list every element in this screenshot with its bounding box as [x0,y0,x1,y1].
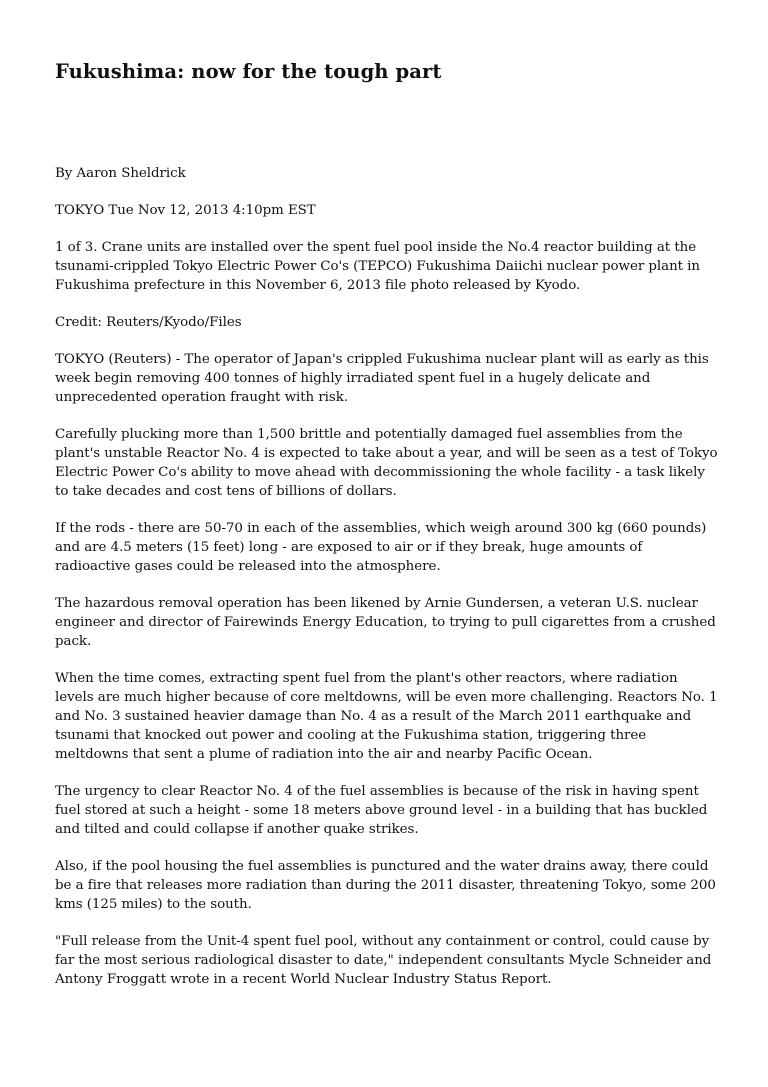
article-byline: By Aaron Sheldrick [55,166,186,181]
article-paragraph: When the time comes, extracting spent fuel from the plant's other reactors, where radiation levels are much higher because of core meltdowns, will be even more challenging. Reactors No. 1 and No. 3 sustained heavier damage than No. 4 as a result of the March 2011 earthquake and tsunami that knocked out power and cooling at the Fukushima station, triggering three meltdowns that sent a plume of radiation into the air and nearby Pacific Ocean. [55,671,718,762]
article-dateline: TOKYO Tue Nov 12, 2013 4:10pm EST [55,203,316,218]
article-paragraph: Also, if the pool housing the fuel assemblies is punctured and the water drains away, there could be a fire that releases more radiation than during the 2011 disaster, threatening Tokyo, some 200 kms (125 miles) to the south. [55,859,716,912]
article-paragraph: If the rods - there are 50-70 in each of the assemblies, which weigh around 300 kg (660 pounds) and are 4.5 meters (15 feet) long - are exposed to air or if they break, huge amounts of radioactive gases could be released into the atmosphere. [55,521,707,574]
photo-credit: Credit: Reuters/Kyodo/Files [55,315,242,330]
article-paragraph: The hazardous removal operation has been likened by Arnie Gundersen, a veteran U.S. nuclear engineer and director of Fairewinds Energy Education, to trying to pull cigarettes from a crushed pack. [55,596,716,649]
article-paragraph: Carefully plucking more than 1,500 brittle and potentially damaged fuel assemblies from the plant's unstable Reactor No. 4 is expected to take about a year, and will be seen as a test of Tokyo Electric Power Co's ability to move ahead with decommissioning the whole facility - a task likely to take decades and cost tens of billions of dollars. [55,427,718,499]
photo-caption: 1 of 3. Crane units are installed over the spent fuel pool inside the No.4 reactor building at the tsunami-crippled Tokyo Electric Power Co's (TEPCO) Fukushima Daiichi nuclear power plant in Fukushima prefecture in this November 6, 2013 file photo released by Kyodo. [55,240,700,293]
article-title: Fukushima: now for the tough part [55,60,442,83]
article-paragraph: "Full release from the Unit-4 spent fuel pool, without any containment or control, could cause by far the most serious radiological disaster to date," independent consultants Mycle Schneider and Antony Froggatt wrote in a recent World Nuclear Industry Status Report. [55,934,712,987]
article-paragraph: The urgency to clear Reactor No. 4 of the fuel assemblies is because of the risk in having spent fuel stored at such a height - some 18 meters above ground level - in a building that has buckled and tilted and could collapse if another quake strikes. [55,784,708,837]
article-paragraph: TOKYO (Reuters) - The operator of Japan's crippled Fukushima nuclear plant will as early as this week begin removing 400 tonnes of highly irradiated spent fuel in a hugely delicate and unprecedented operation fraught with risk. [55,352,709,405]
